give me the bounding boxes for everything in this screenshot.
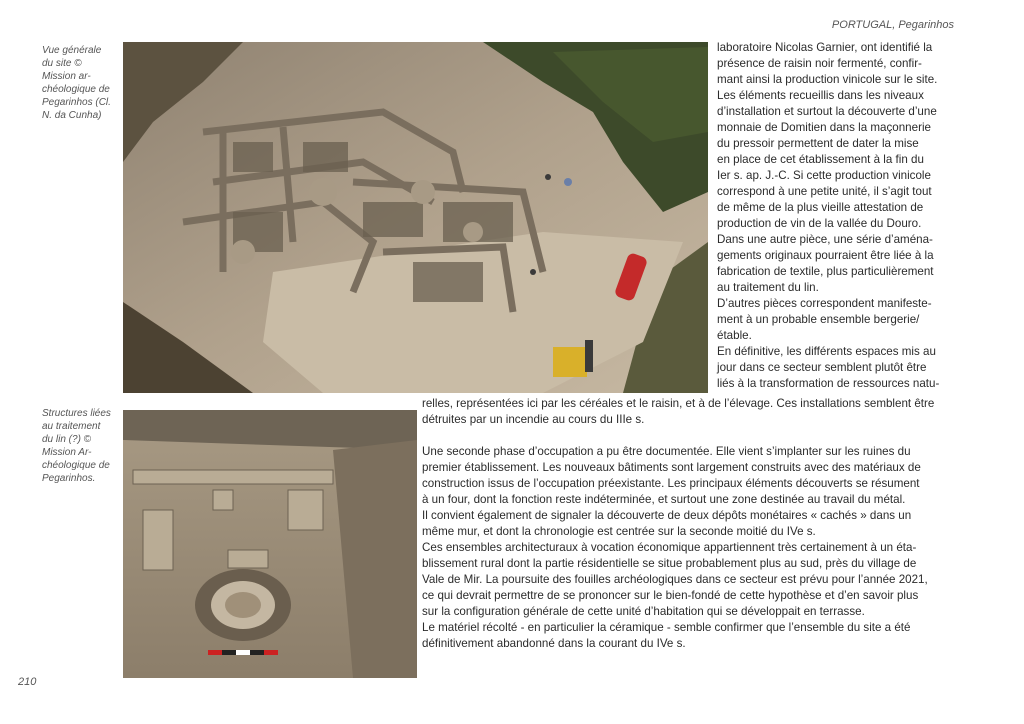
column-line: production de vin de la vallée du Douro.: [717, 217, 922, 230]
column-line: étable.: [717, 329, 752, 342]
paragraph-line: à un four, dont la fonction reste indéterminée, et surtout une zone destinée au travail du métal.: [422, 493, 906, 506]
column-line: Dans une autre pièce, une série d’aména-: [717, 233, 933, 246]
flax-structures-photo: [123, 410, 417, 678]
paragraph-line: Le matériel récolté - en particulier la céramique - semble confirmer que l’ensemble du site a été: [422, 621, 911, 634]
column-line: mant ainsi la production vinicole sur le site.: [717, 73, 938, 86]
figure-2-caption: [42, 407, 120, 485]
caption-line: chéologique de: [42, 460, 110, 471]
paragraph-line: construction issus de l’occupation préexistante. Les principaux éléments découverts se résument: [422, 477, 920, 490]
column-line: de même de la plus vieille attestation de: [717, 201, 924, 214]
column-line: monnaie de Domitien dans la maçonnerie: [717, 121, 931, 134]
column-line: Les éléments recueillis dans les niveaux: [717, 89, 924, 102]
paragraph-line: ce qui devrait permettre de se prononcer sur le bien-fondé de cette hypothèse et d’en savoir plus: [422, 589, 919, 602]
paragraph-line: Il convient également de signaler la découverte de deux dépôts monétaires « cachés » dans un: [422, 509, 912, 522]
caption-line: du site ©: [42, 58, 82, 69]
running-head: PORTUGAL, Pegarinhos: [831, 19, 954, 31]
caption-line: Structures liées: [42, 408, 111, 419]
aerial-site-photo: [123, 42, 708, 393]
caption-line: au traitement: [42, 421, 101, 432]
paragraph-line: relles, représentées ici par les céréales et le raisin, et à de l’élevage. Ces installations semblent être: [422, 397, 935, 410]
caption-line: du lin (?) ©: [42, 434, 92, 445]
caption-line: Pegarinhos.: [42, 473, 96, 484]
column-line: liés à la transformation de ressources natu-: [717, 377, 940, 390]
column-line: au traitement du lin.: [717, 281, 819, 294]
column-line: en place de cet établissement à la fin du: [717, 153, 924, 166]
paragraph-line: premier établissement. Les nouveaux bâtiments sont largement construits avec des matériaux de: [422, 461, 921, 474]
paragraph-line: blissement rural dont la partie résidentielle se situe probablement plus au sud, près du village de: [422, 557, 917, 570]
column-line: En définitive, les différents espaces mis au: [717, 345, 936, 358]
column-line: Ier s. ap. J.-C. Si cette production vinicole: [717, 169, 931, 182]
caption-line: Mission ar-: [42, 71, 91, 82]
body-text-column: [717, 40, 963, 392]
caption-line: Vue générale: [42, 45, 102, 56]
figure-1-caption: [42, 44, 120, 122]
paragraph-line: définitivement abandonné dans la courant du IVe s.: [422, 637, 686, 650]
paragraph-line: Ces ensembles architecturaux à vocation économique appartiennent très certainement à un éta-: [422, 541, 917, 554]
column-line: du pressoir permettent de dater la mise: [717, 137, 919, 150]
column-line: gements originaux pourraient être liée à la: [717, 249, 934, 262]
caption-line: Mission Ar-: [42, 447, 92, 458]
column-line: ment à un probable ensemble bergerie/: [717, 313, 920, 326]
body-text-wide: [422, 396, 962, 652]
paragraph-line: sur la configuration générale de cette unité d’habitation qui se développait en terrasse.: [422, 605, 865, 618]
column-line: laboratoire Nicolas Garnier, ont identifié la: [717, 41, 933, 54]
paragraph-line: Une seconde phase d’occupation a pu être documentée. Elle vient s’implanter sur les ruines du: [422, 445, 911, 458]
paragraph-line: détruites par un incendie au cours du IIIe s.: [422, 413, 645, 426]
column-line: correspond à une petite unité, il s’agit tout: [717, 185, 932, 198]
caption-line: chéologique de: [42, 84, 110, 95]
column-line: présence de raisin noir fermenté, confir-: [717, 57, 922, 70]
column-line: jour dans ce secteur semblent plutôt être: [717, 361, 927, 374]
column-line: fabrication de textile, plus particulièrement: [717, 265, 934, 278]
page-number: 210: [18, 676, 37, 688]
caption-line: Pegarinhos (Cl.: [42, 97, 111, 108]
column-line: d’installation et surtout la découverte d’une: [717, 105, 937, 118]
caption-line: N. da Cunha): [42, 110, 102, 121]
paragraph-line: Vale de Mir. La poursuite des fouilles archéologiques dans ce secteur est prévu pour l’année 2021,: [422, 573, 928, 586]
paragraph-line: même mur, et dont la chronologie est centrée sur la seconde moitié du IVe s.: [422, 525, 816, 538]
column-line: D’autres pièces correspondent manifeste-: [717, 297, 932, 310]
